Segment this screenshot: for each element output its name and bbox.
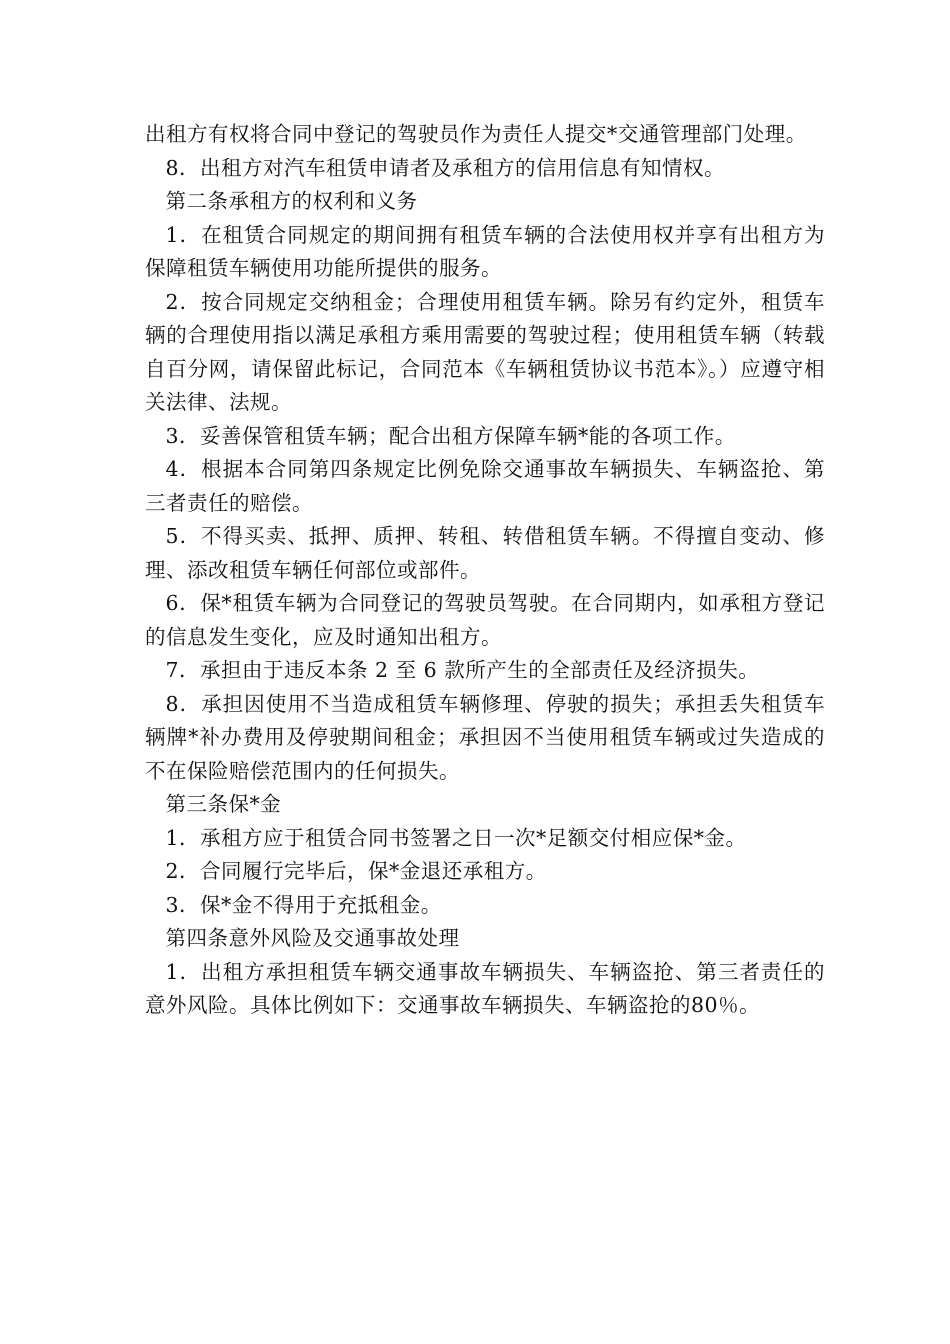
list-item: 3．妥善保管租赁车辆；配合出租方保障车辆*能的各项工作。 (165, 423, 736, 448)
list-item: 5．不得买卖、抵押、质押、转租、转借租赁车辆。不得擅自变动、修理、添改租赁车辆任何部位或部件。 (145, 524, 825, 582)
list-item: 8．承担因使用不当造成租赁车辆修理、停驶的损失；承担丢失租赁车辆牌*补办费用及停驶期间租金；承担因不当使用租赁车辆或过失造成的不在保险赔偿范围内的任何损失。 (145, 691, 825, 783)
paragraph-continuation: 出租方有权将合同中登记的驾驶员作为责任人提交*交通管理部门处理。 (145, 122, 807, 146)
list-item: 2．合同履行完毕后，保*金退还承租方。 (165, 859, 547, 883)
section-heading: 第三条保*金 (165, 792, 282, 816)
list-item: 1．出租方承担租赁车辆交通事故车辆损失、车辆盗抢、第三者责任的意外风险。具体比例如下：交通事故车辆损失、车辆盗抢的80％。 (145, 959, 825, 1017)
list-item: 1．承租方应于租赁合同书签署之日一次*足额交付相应保*金。 (165, 825, 747, 850)
list-item: 2．按合同规定交纳租金；合理使用租赁车辆。除另有约定外，租赁车辆的合理使用指以满足承租方乘用需要的驾驶过程；使用租赁车辆（转载自百分网，请保留此标记，合同范本《车辆租赁协议书范本》。）应遵守相关法律、法规。 (145, 289, 825, 414)
list-item: 4．根据本合同第四条规定比例免除交通事故车辆损失、车辆盗抢、第三者责任的赔偿。 (145, 457, 825, 515)
list-item: 3．保*金不得用于充抵租金。 (165, 892, 442, 917)
section-heading: 第二条承租方的权利和义务 (165, 189, 418, 213)
list-item: 7．承担由于违反本条 2 至 6 款所产生的全部责任及经济损失。 (165, 658, 760, 682)
list-item: 6．保*租赁车辆为合同登记的驾驶员驾驶。在合同期内，如承租方登记的信息发生变化，应及时通知出租方。 (145, 591, 825, 649)
document-body (145, 118, 825, 1023)
section-heading: 第四条意外风险及交通事故处理 (165, 926, 460, 950)
list-item: 8．出租方对汽车租赁申请者及承租方的信用信息有知情权。 (165, 155, 726, 180)
list-item: 1．在租赁合同规定的期间拥有租赁车辆的合法使用权并享有出租方为保障租赁车辆使用功能所提供的服务。 (145, 222, 825, 280)
